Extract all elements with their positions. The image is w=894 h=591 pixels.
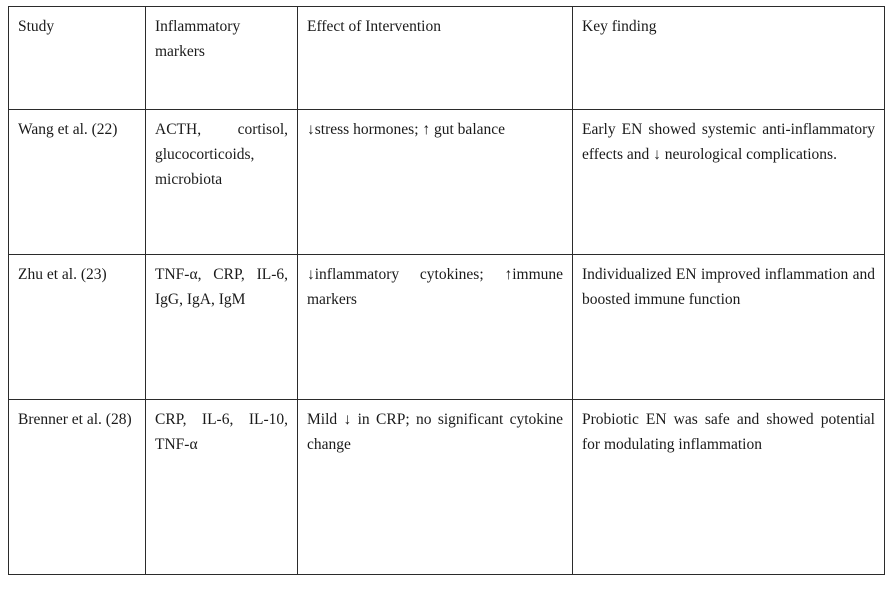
cell-markers-text: ACTH, cortisol, glucocorticoids, microbiota <box>155 121 288 189</box>
table-row <box>9 110 885 255</box>
cell-markers-text: TNF-α, CRP, IL-6, IgG, IgA, IgM <box>155 266 288 309</box>
column-header-finding <box>573 7 885 110</box>
column-header-study-label: Study <box>18 18 55 35</box>
cell-study-text: Brenner et al. (28) <box>18 411 132 428</box>
table-row <box>9 255 885 400</box>
column-header-effect-label: Effect of Intervention <box>307 18 441 35</box>
table-header-row <box>9 7 885 110</box>
cell-finding-text: Probiotic EN was safe and showed potential for modulating inflammation <box>582 411 875 454</box>
cell-effect <box>298 255 573 400</box>
cell-markers <box>146 110 298 255</box>
cell-effect-text: ↓stress hormones; ↑ gut balance <box>307 121 506 138</box>
cell-markers <box>146 400 298 575</box>
cell-effect-text: ↓inflammatory cytokines; ↑immune markers <box>307 266 563 309</box>
cell-study-text: Wang et al. (22) <box>18 121 118 138</box>
column-header-markers <box>146 7 298 110</box>
inflammatory-markers-study-table <box>8 6 885 575</box>
cell-effect-text: Mild ↓ in CRP; no significant cytokine change <box>307 411 563 454</box>
cell-study-text: Zhu et al. (23) <box>18 266 107 283</box>
column-header-markers-label: Inflammatory markers <box>155 18 241 61</box>
cell-markers-text: CRP, IL-6, IL-10, TNF-α <box>155 411 288 454</box>
cell-finding-text: Early EN showed systemic anti-inflammatory effects and ↓ neurological complications. <box>582 121 875 164</box>
cell-finding <box>573 400 885 575</box>
cell-finding <box>573 255 885 400</box>
cell-effect <box>298 110 573 255</box>
cell-markers <box>146 255 298 400</box>
cell-effect <box>298 400 573 575</box>
cell-study <box>9 400 146 575</box>
cell-study <box>9 255 146 400</box>
column-header-effect <box>298 7 573 110</box>
table-row <box>9 400 885 575</box>
cell-finding-text: Individualized EN improved inflammation and boosted immune function <box>582 266 875 309</box>
column-header-finding-label: Key finding <box>582 18 657 35</box>
cell-study <box>9 110 146 255</box>
column-header-study <box>9 7 146 110</box>
cell-finding <box>573 110 885 255</box>
